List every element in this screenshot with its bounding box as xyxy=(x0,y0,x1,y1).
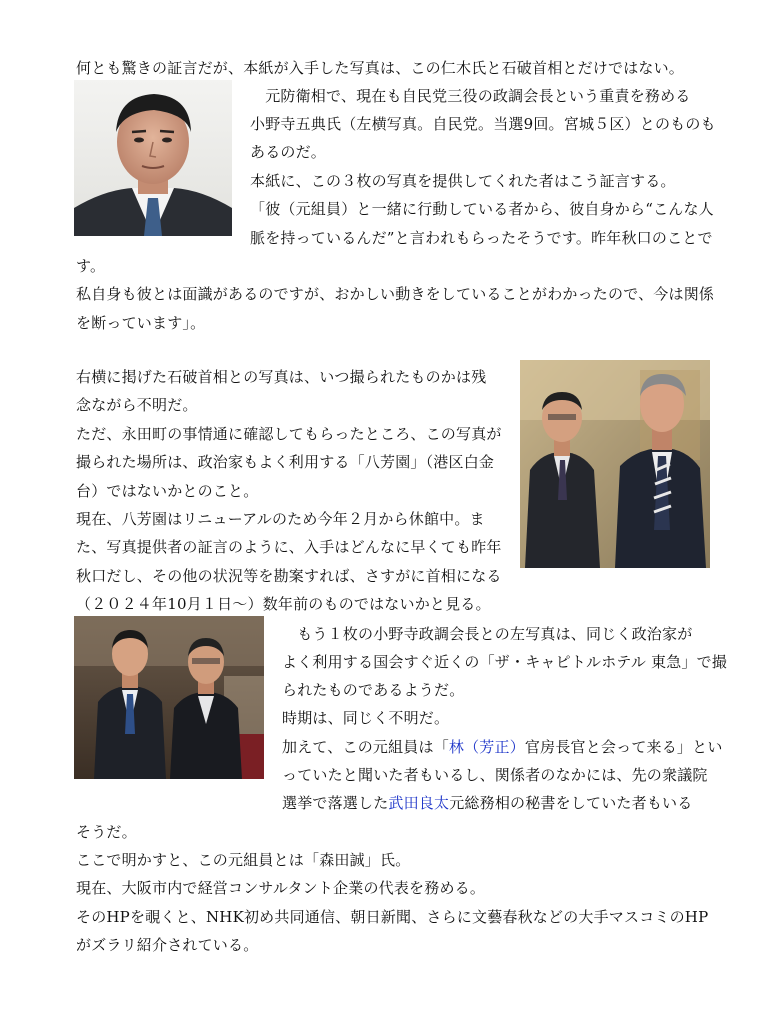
text-line: 右横に掲げた石破首相との写真は、いつ撮られたものかは残 xyxy=(76,368,487,386)
text-line: 現在、八芳園はリニューアルのため今年２月から休館中。ま xyxy=(76,510,485,528)
text-line: 私自身も彼とは面識があるのですが、おかしい動きをしていることがわかったので、今は関係 xyxy=(76,285,715,303)
text-line: （２０２４年10月１日～）数年前のものではないかと見る。 xyxy=(76,595,491,613)
text-line-takeda xyxy=(282,793,692,813)
text-line: た、写真提供者の証言のように、入手はどんなに早くても昨年 xyxy=(76,538,502,556)
text-line: 時期は、同じく不明だ。 xyxy=(282,709,450,727)
text-line: そうだ。 xyxy=(76,823,137,841)
text-line: られたものであるようだ。 xyxy=(282,681,465,699)
text-line: 「彼（元組員）と一緒に行動している者から、彼自身から“こんな人 xyxy=(250,200,714,218)
text-line: 小野寺五典氏（左横写真。自民党。当選9回。宮城５区）とのものも xyxy=(250,115,716,133)
text-line: あるのだ。 xyxy=(250,143,327,161)
photo-with-onodera xyxy=(74,616,264,779)
text-segment: 元総務相の秘書をしていた者もいる xyxy=(449,794,693,812)
text-segment: 官房長官と会って来る」とい xyxy=(524,738,723,756)
text-segment: 選挙で落選した xyxy=(282,794,389,812)
text-line-hayashi xyxy=(282,737,723,757)
text-line: そのHPを覗くと、NHK初め共同通信、朝日新聞、さらに文藝春秋などの大手マスコミのHP xyxy=(76,908,709,926)
text-line: 撮られた場所は、政治家もよく利用する「八芳園」（港区白金 xyxy=(76,453,495,471)
text-line: 本紙に、この３枚の写真を提供してくれた者はこう証言する。 xyxy=(250,172,676,190)
text-line: す。 xyxy=(76,257,106,275)
intro-line: 何とも驚きの証言だが、本紙が入手した写真は、この仁木氏と石破首相とだけではない。 xyxy=(76,59,685,77)
text-line: 脈を持っているんだ”と言われもらったそうです。昨年秋口のことで xyxy=(250,229,713,247)
text-segment: 加えて、この元組員は「 xyxy=(282,738,449,756)
text-line: ここで明かすと、この元組員とは「森田誠」氏。 xyxy=(76,851,411,869)
link-hayashi[interactable]: 林（芳正） xyxy=(448,738,525,756)
text-line: 現在、大阪市内で経営コンサルタント企業の代表を務める。 xyxy=(76,879,486,897)
text-line: 元防衛相で、現在も自民党三役の政調会長という重責を務める xyxy=(250,87,691,105)
text-line: 秋口だし、その他の状況等を勘案すれば、さすがに首相になる xyxy=(76,567,502,585)
text-line: っていたと聞いた者もいるし、関係者のなかには、先の衆議院 xyxy=(282,766,708,784)
photo-with-ishiba xyxy=(520,360,710,568)
text-line: よく利用する国会すぐ近くの「ザ・キャピトルホテル 東急」で撮 xyxy=(282,653,728,671)
text-line: ただ、永田町の事情通に確認してもらったところ、この写真が xyxy=(76,425,502,443)
text-line: を断っています」。 xyxy=(76,314,206,332)
portrait-photo-onodera xyxy=(74,80,232,236)
text-line: がズラリ紹介されている。 xyxy=(76,936,259,954)
text-line: 台）ではないかとのこと。 xyxy=(76,482,259,500)
text-line: もう１枚の小野寺政調会長との左写真は、同じく政治家が xyxy=(282,625,693,643)
link-takeda[interactable]: 武田良太 xyxy=(388,794,450,812)
text-line: 念ながら不明だ。 xyxy=(76,396,198,414)
